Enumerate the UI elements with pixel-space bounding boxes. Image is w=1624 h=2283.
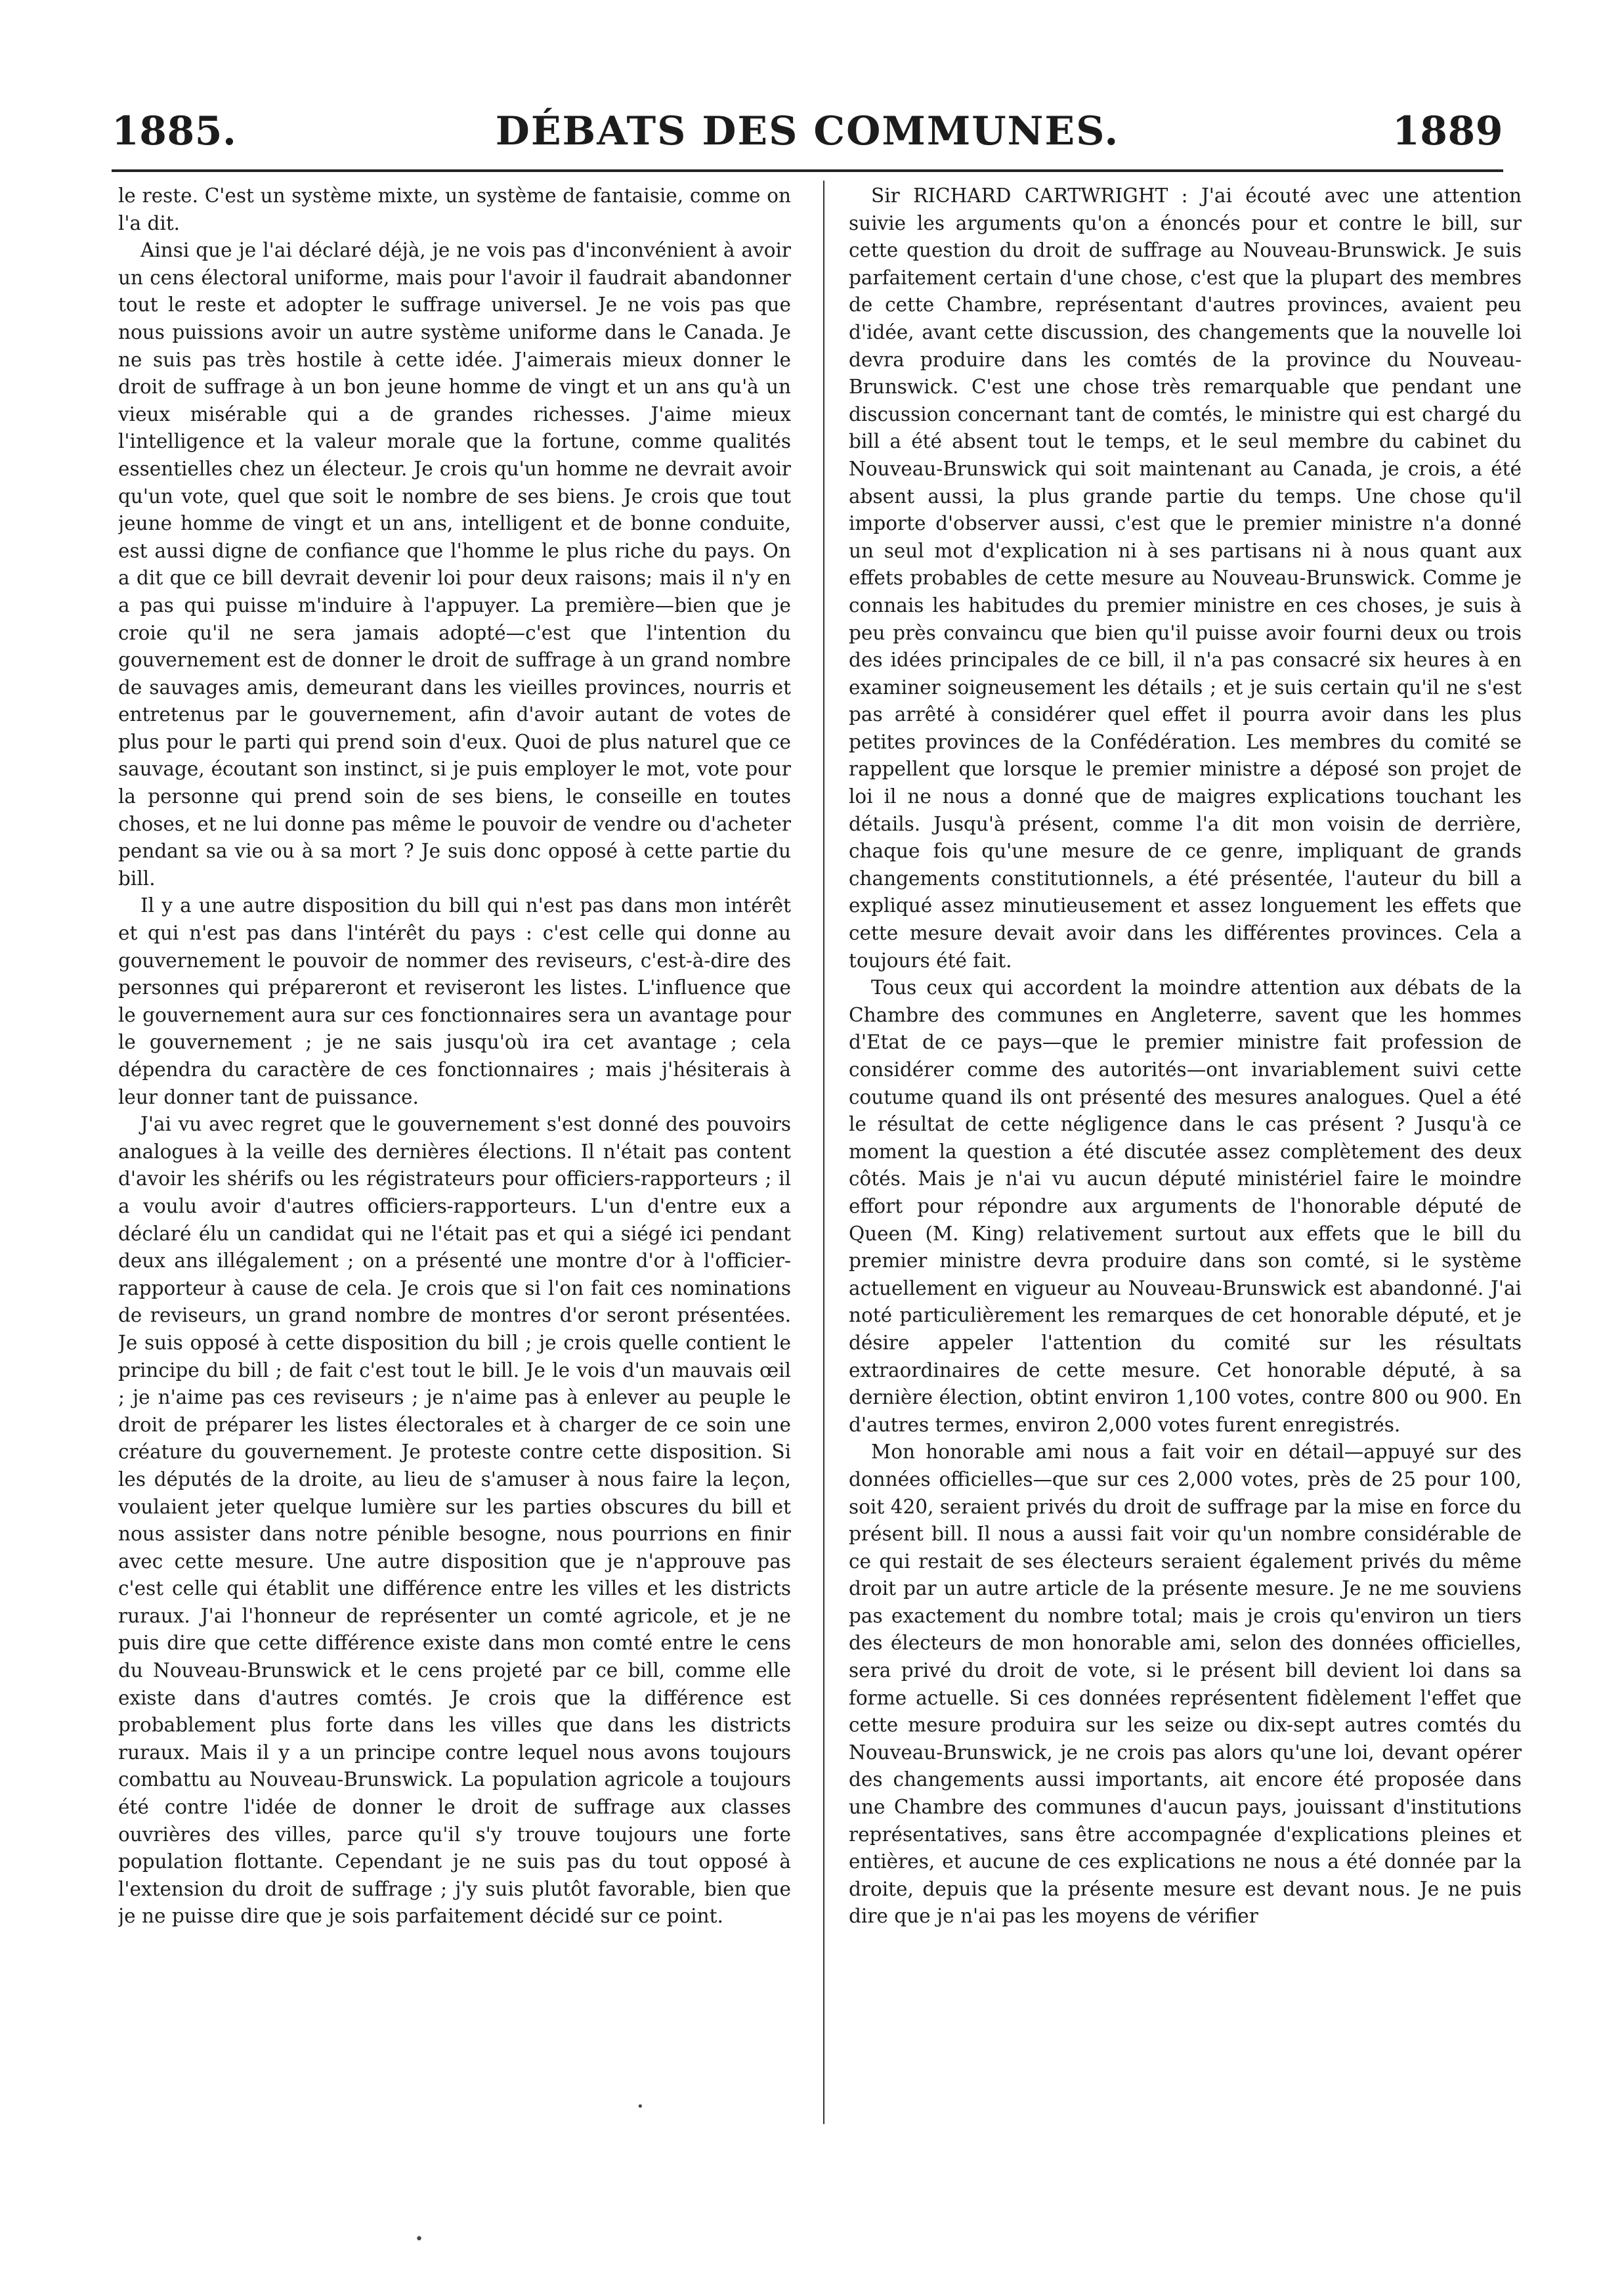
paragraph: J'ai vu avec regret que le gouvernement s'est donné des pouvoirs analogues à la veille des dernières élections. Il n'était pas content d'avoir les shérifs ou les régistrateurs pour officiers-rapporteurs ; il a voulu avoir d'autres officiers-rapporteurs. L'un d'entre eux a déclaré élu un candidat qui ne l'était pas et qui a siégé ici pendant deux ans illégalement ; on a présenté une montre d'or à l'officier-rapporteur à cause de cela. Je crois que si l'on fait ces nominations de reviseurs, un grand nombre de montres d'or seront présentées. Je suis opposé à cette disposition du bill ; je crois quelle contient le principe du bill ; de fait c'est tout le bill. Je le vois d'un mauvais œil ; je n'aime pas ces reviseurs ; je n'aime pas à enlever au peuple le droit de préparer les listes électorales et à charger de ce soin une créature du gouvernement. Je proteste contre cette disposition. Si les députés de la droite, au lieu de s'amuser à nous faire la leçon, voulaient jeter quelque lumière sur les parties obscures du bill et nous assister dans notre pénible besogne, nous pourrions en finir avec cette mesure. Une autre disposition que je n'approuve pas c'est celle qui établit une différence entre les villes et les districts ruraux. J'ai l'honneur de représenter un comté agricole, et je ne puis dire que cette différence existe dans mon comté entre le cens du Nouveau-Brunswick et le cens projeté par ce bill, comme elle existe dans d'autres comtés. Je crois que la différence est probablement plus forte dans les villes que dans les districts ruraux. Mais il y a un principe contre lequel nous avons toujours combattu au Nouveau-Brunswick. La population agricole a toujours été contre l'idée de donner le droit de suffrage aux classes ouvrières des villes, parce qu'il s'y trouve toujours une forte population flottante. Cependant je ne suis pas du tout opposé à l'extension du droit de suffrage ; j'y suis plutôt favorable, bien que je ne puisse dire que je sois parfaitement décidé sur ce point. bbox=[118, 1113, 791, 1928]
left-column bbox=[118, 183, 791, 2159]
header-year: 1885. bbox=[112, 108, 237, 154]
header-title: DÉBATS DES COMMUNES. bbox=[495, 108, 1120, 154]
header-page-number: 1889 bbox=[1392, 108, 1503, 154]
column-divider bbox=[823, 181, 824, 2124]
paragraph: Tous ceux qui accordent la moindre attention aux débats de la Chambre des communes en Angleterre, savent que les hommes d'Etat de ce pays—que le premier ministre fait profession de considérer comme des autorités—ont invariablement suivi cette coutume quand ils ont présenté des mesures analogues. Quel a été le résultat de cette négligence dans le cas présent ? Jusqu'à ce moment la question a été discutée assez complètement des deux côtés. Mais je n'ai vu aucun député ministériel faire le moindre effort pour répondre aux arguments de l'honorable député de Queen (M. King) relativement surtout aux effets que le bill du premier ministre devra produire dans son comté, si le système actuellement en vigueur au Nouveau-Brunswick est abandonné. J'ai noté particulièrement les remarques de cet honorable député, et je désire appeler l'attention du comité sur les résultats extraordinaires de cette mesure. Cet honorable député, à sa dernière élection, obtint environ 1,100 votes, contre 800 ou 900. En d'autres termes, environ 2,000 votes furent enregistrés. bbox=[849, 976, 1522, 1436]
page-header bbox=[112, 98, 1503, 164]
paragraph: le reste. C'est un système mixte, un système de fantaisie, comme on l'a dit. bbox=[118, 185, 791, 234]
right-column bbox=[849, 183, 1522, 2159]
footer-mark: • bbox=[415, 2231, 423, 2248]
footer-mark: • bbox=[637, 2100, 644, 2114]
header-rule bbox=[112, 169, 1503, 172]
paragraph: Ainsi que je l'ai déclaré déjà, je ne vois pas d'inconvénient à avoir un cens électoral uniforme, mais pour l'avoir il faudrait abandonner tout le reste et adopter le suffrage universel. Je ne vois pas que nous puissions avoir un autre système uniforme dans le Canada. Je ne suis pas très hostile à cette idée. J'aimerais mieux donner le droit de suffrage à un bon jeune homme de vingt et un ans qu'à un vieux misérable qui a de grandes richesses. J'aime mieux l'intelligence et la valeur morale que la fortune, comme qualités essentielles chez un électeur. Je crois qu'un homme ne devrait avoir qu'un vote, quel que soit le nombre de ses biens. Je crois que tout jeune homme de vingt et un ans, intelligent et de bonne conduite, est aussi digne de confiance que l'homme le plus riche du pays. On a dit que ce bill devrait devenir loi pour deux raisons; mais il n'y en a pas qui puisse m'induire à l'appuyer. La première—bien que je croie qu'il ne sera jamais adopté—c'est que l'intention du gouvernement est de donner le droit de suffrage à un grand nombre de sauvages amis, demeurant dans les vieilles provinces, nourris et entretenus par le gouvernement, afin d'avoir autant de votes de plus pour le parti qui prend soin d'eux. Quoi de plus naturel que ce sauvage, écoutant son instinct, si je puis employer le mot, vote pour la personne qui prend soin de ses biens, le conseille en toutes choses, et ne lui donne pas même le pouvoir de vendre ou d'acheter pendant sa vie ou à sa mort ? Je suis donc opposé à cette partie du bill. bbox=[118, 239, 791, 890]
paragraph: Sir RICHARD CARTWRIGHT : J'ai écouté avec une attention suivie les arguments qu'on a énoncés pour et contre le bill, sur cette question du droit de suffrage au Nouveau-Brunswick. Je suis parfaitement certain d'une chose, c'est que la plupart des membres de cette Chambre, représentant d'autres provinces, avaient peu d'idée, avant cette discussion, des changements que la nouvelle loi devra produire dans les comtés de la province du Nouveau-Brunswick. C'est une chose très remarquable que pendant une discussion concernant tant de comtés, le ministre qui est chargé du bill a été absent tout le temps, et le seul membre du cabinet du Nouveau-Brunswick qui soit maintenant au Canada, je crois, a été absent aussi, la plus grande partie du temps. Une chose qu'il importe d'observer aussi, c'est que le premier ministre n'a donné un seul mot d'explication ni à ses partisans ni à nous quant aux effets probables de cette mesure au Nouveau-Brunswick. Comme je connais les habitudes du premier ministre en ces choses, je suis à peu près convaincu que bien qu'il puisse avoir fourni deux ou trois des idées principales de ce bill, il n'a pas consacré six heures à en examiner soigneusement les détails ; et je suis certain qu'il ne s'est pas arrêté à considérer quel effet il pourra avoir dans les plus petites provinces de la Confédération. Les membres du comité se rappellent que lorsque le premier ministre a déposé son projet de loi il ne nous a donné que de maigres explications touchant les détails. Jusqu'à présent, comme l'a dit mon voisin de derrière, chaque fois qu'une mesure de ce genre, impliquant de grands changements constitutionnels, a été présentée, l'auteur du bill a expliqué assez minutieusement et assez longuement les effets que cette mesure devait avoir dans les différentes provinces. Cela a toujours été fait. bbox=[849, 185, 1522, 972]
paragraph: Il y a une autre disposition du bill qui n'est pas dans mon intérêt et qui n'est pas dans l'intérêt du pays : c'est celle qui donne au gouvernement le pouvoir de nommer des reviseurs, c'est-à-dire des personnes qui prépareront et reviseront les listes. L'influence que le gouvernement aura sur ces fonctionnaires sera un avantage pour le gouvernement ; je ne sais jusqu'où ira cet avantage ; cela dépendra du caractère de ces fonctionnaires ; mais j'hésiterais à leur donner tant de puissance. bbox=[118, 894, 791, 1108]
paragraph: Mon honorable ami nous a fait voir en détail—appuyé sur des données officielles—que sur ces 2,000 votes, près de 25 pour 100, soit 420, seraient privés du droit de suffrage par la mise en force du présent bill. Il nous a aussi fait voir qu'un nombre considérable de ce qui restait de ses électeurs seraient également privés du même droit par un autre article de la présente mesure. Je ne me souviens pas exactement du nombre total; mais je crois qu'environ un tiers des électeurs de mon honorable ami, selon des données officielles, sera privé du droit de vote, si le présent bill devient loi dans sa forme actuelle. Si ces données représentent fidèlement l'effet que cette mesure produira sur les seize ou dix-sept autres comtés du Nouveau-Brunswick, je ne crois pas alors qu'une loi, devant opérer des changements aussi importants, ait encore été proposée dans une Chambre des communes d'aucun pays, jouissant d'institutions représentatives, sans être accompagnée d'explications pleines et entières, et aucune de ces explications ne nous a été donnée par la droite, depuis que la présente mesure est devant nous. Je ne puis dire que je n'ai pas les moyens de vérifier bbox=[849, 1441, 1522, 1928]
